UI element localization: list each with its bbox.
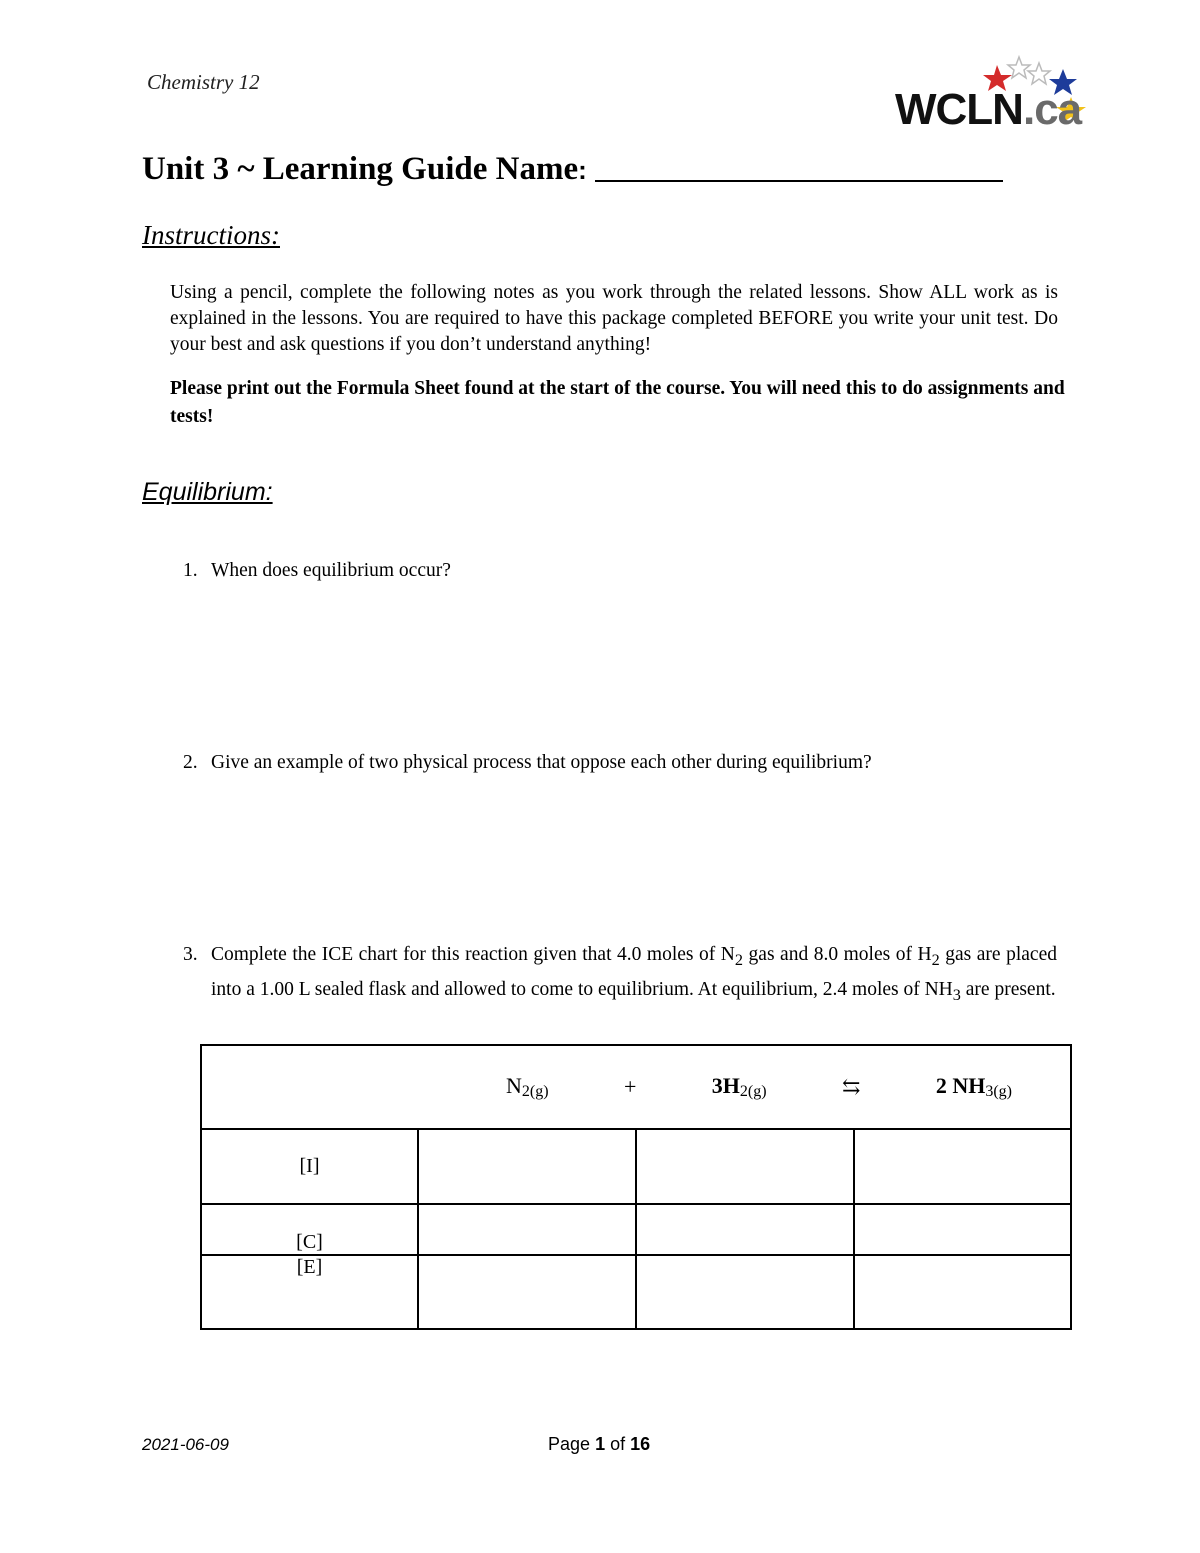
answer-cell[interactable] <box>418 1204 636 1255</box>
row-label-initial: [I] <box>201 1129 418 1204</box>
answer-cell[interactable] <box>418 1255 636 1329</box>
reactant-h2: $3H_{2(g)}$ <box>711 1073 767 1100</box>
wcln-logo <box>895 55 1095 145</box>
page-number: Page 1 of 16 <box>548 1434 651 1454</box>
equilibrium-arrow-icon: ⇆ <box>841 1074 861 1099</box>
equilibrium-heading: Equilibrium: <box>142 478 273 506</box>
reaction-equation <box>418 1045 1071 1129</box>
row-label-equilibrium: [E] <box>201 1255 418 1329</box>
reactant-n2: $N_{2(g)}$ <box>506 1073 549 1100</box>
product-nh3: 2 $NH_{3(g)}$ <box>935 1073 1012 1100</box>
plus-sign: + <box>623 1074 637 1099</box>
answer-cell[interactable] <box>636 1204 854 1255</box>
logo-text: WCLN.ca <box>895 85 1082 134</box>
ice-table <box>200 1044 1072 1330</box>
table-row <box>201 1255 1071 1329</box>
answer-cell[interactable] <box>636 1129 854 1204</box>
instructions-paragraph: Using a pencil, complete the following notes as you work through the related lessons. Show ALL work as is explained in the lessons. You are required to have this package completed BEFORE you write your unit test. Do your best and ask questions if you don’t understand anything! <box>170 282 1058 355</box>
question-text: Complete the ICE chart for this reaction given that 4.0 moles of $N_2$ gas and 8.0 moles of $H_2$ gas are placed into a 1.00 L sealed flask and allowed to come to equilibrium. At equilibrium, 2.4 moles of $NH_3$ are present. <box>211 944 1057 1004</box>
table-row <box>201 1204 1071 1255</box>
question-number: 3. <box>183 944 198 965</box>
table-row <box>201 1129 1071 1204</box>
question-number: 1. <box>183 560 198 581</box>
footer-date: 2021-06-09 <box>142 1435 229 1454</box>
question-number: 2. <box>183 752 198 773</box>
question-text: When does equilibrium occur? <box>211 560 451 581</box>
answer-cell[interactable] <box>636 1255 854 1329</box>
page-title: Unit 3 ~ Learning Guide Name: <box>142 150 1003 188</box>
course-name: Chemistry 12 <box>147 70 260 94</box>
answer-cell[interactable] <box>418 1129 636 1204</box>
formula-sheet-note: Please print out the Formula Sheet found at the start of the course. You will need this to do assignments and tests! <box>170 378 1065 427</box>
row-label-change: [C] <box>201 1204 418 1255</box>
answer-cell[interactable] <box>854 1129 1071 1204</box>
answer-cell[interactable] <box>854 1204 1071 1255</box>
instructions-heading: Instructions: <box>142 220 280 250</box>
answer-cell[interactable] <box>854 1255 1071 1329</box>
ice-corner-cell <box>201 1045 418 1129</box>
question-text: Give an example of two physical process that oppose each other during equilibrium? <box>211 752 872 773</box>
name-field[interactable] <box>595 150 1003 182</box>
